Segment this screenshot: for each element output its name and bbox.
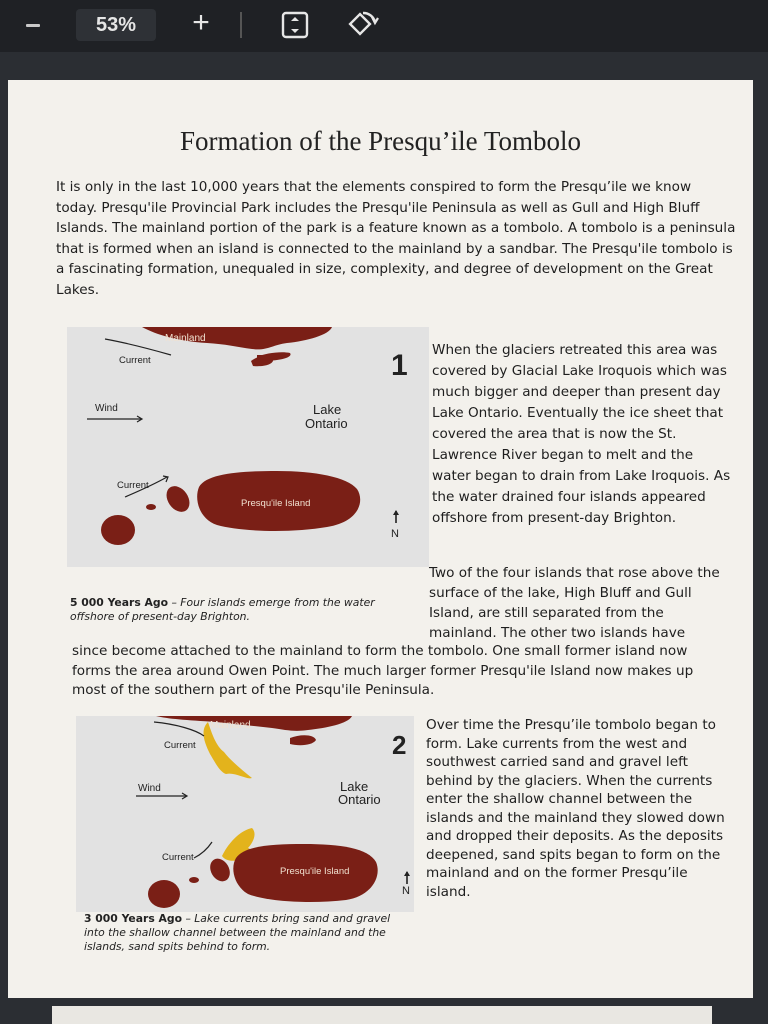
current-arrow xyxy=(194,842,212,858)
north-label: N xyxy=(402,885,410,897)
island-shape xyxy=(101,515,135,545)
mainland-shape xyxy=(156,716,352,731)
wind-label: Wind xyxy=(138,783,161,794)
map2-caption-text: – Lake currents bring sand and gravel into the shallow channel between the mainland and the islands, sand spits behind to form. xyxy=(84,912,391,953)
lake-label: Ontario xyxy=(338,792,381,807)
next-page-edge xyxy=(52,1006,712,1024)
map2-caption-bold: 3 000 Years Ago xyxy=(84,912,183,925)
paragraph-four-islands: Two of the four islands that rose above the surface of the lake, High Bluff and Gull Island, are still separated from the mainland. The other two islands have xyxy=(429,565,720,641)
map1-caption-bold: 5 000 Years Ago xyxy=(70,596,169,609)
rotate-icon xyxy=(344,8,380,42)
island-label: Presqu'ile Island xyxy=(280,866,350,877)
current-arrow xyxy=(154,722,204,736)
zoom-out-button[interactable] xyxy=(20,14,46,36)
current-label: Current xyxy=(164,740,196,751)
current-arrow xyxy=(105,339,171,355)
map1-caption-text: – Four islands emerge from the water offshore of present-day Brighton. xyxy=(70,596,375,623)
island-shape xyxy=(146,504,156,510)
paragraph-tombolo-forms: Over time the Presqu’ile tombolo began to form. Lake currents from the west and southwest carried sand and gravel left behind by the glaciers. When the currents enter the shallow channel between the islands and the mainland they slowed down and dropped their deposits. As the deposits deepened, sand spits began to form on the mainland and on the former Presqu’ile island. xyxy=(426,717,725,900)
island-shape xyxy=(148,880,180,908)
north-label: N xyxy=(391,528,399,540)
current-label: Current xyxy=(119,355,151,366)
map1-caption xyxy=(70,596,410,624)
current-label: Current xyxy=(162,852,194,863)
rotate-button[interactable] xyxy=(344,8,380,42)
lake-label: Lake xyxy=(313,402,342,417)
mainland-fragment xyxy=(290,735,316,745)
fit-page-icon xyxy=(280,10,310,40)
intro-paragraph: It is only in the last 10,000 years that the elements conspired to form the Presqu’ile we know today. Presqu'ile Provincial Park includes the Presqu'ile Peninsula as well as Gull and High Bluff Islands. The mainland portion of the park is a feature known as a tombolo. A tombolo is a peninsula that is formed when an island is connected to the mainland by a sandbar. The Presqu'ile tombolo is a fascinating formation, unequaled in size, complexity, and degree of development on the Great Lakes. xyxy=(56,179,736,298)
current-label: Current xyxy=(117,480,149,491)
lake-label: Ontario xyxy=(305,416,348,431)
map2-caption xyxy=(84,912,414,954)
paragraph-continued: since become attached to the mainland to form the tombolo. One small former island now forms the area around Owen Point. The much larger former Presqu'ile Island now makes up most of the southern part of the Presqu'ile Peninsula. xyxy=(72,643,694,698)
fit-page-button[interactable] xyxy=(280,10,310,40)
map-number: 2 xyxy=(392,730,407,760)
zoom-in-button[interactable] xyxy=(184,8,218,40)
document-page xyxy=(8,80,753,998)
map-number: 1 xyxy=(391,349,408,382)
page-title: Formation of the Presqu’ile Tombolo xyxy=(179,126,582,156)
zoom-level-display[interactable]: 53% xyxy=(76,9,156,41)
toolbar-divider xyxy=(240,12,242,38)
mainland-label: Mainland xyxy=(210,720,251,731)
island-shape xyxy=(189,877,199,883)
lake-label: Lake xyxy=(340,779,369,794)
pdf-toolbar xyxy=(0,0,768,52)
paragraph-glaciers: When the glaciers retreated this area was covered by Glacial Lake Iroquois which was much bigger and deeper than present day Lake Ontario. Eventually the ice sheet that covered the area that is now the St. Lawrence River began to melt and the water began to drain from Lake Iroquois. As the water drained four islands appeared offshore from present-day Brighton. xyxy=(432,342,731,526)
island-label: Presqu'ile Island xyxy=(241,498,311,509)
island-shape xyxy=(162,482,194,516)
mainland-fragment xyxy=(257,355,267,359)
plus-icon: + xyxy=(192,6,210,39)
wind-label: Wind xyxy=(95,403,118,414)
minus-icon xyxy=(26,24,40,27)
map-3000-years-ago xyxy=(76,716,414,912)
map-5000-years-ago xyxy=(67,327,429,567)
mainland-label: Mainland xyxy=(165,333,206,344)
